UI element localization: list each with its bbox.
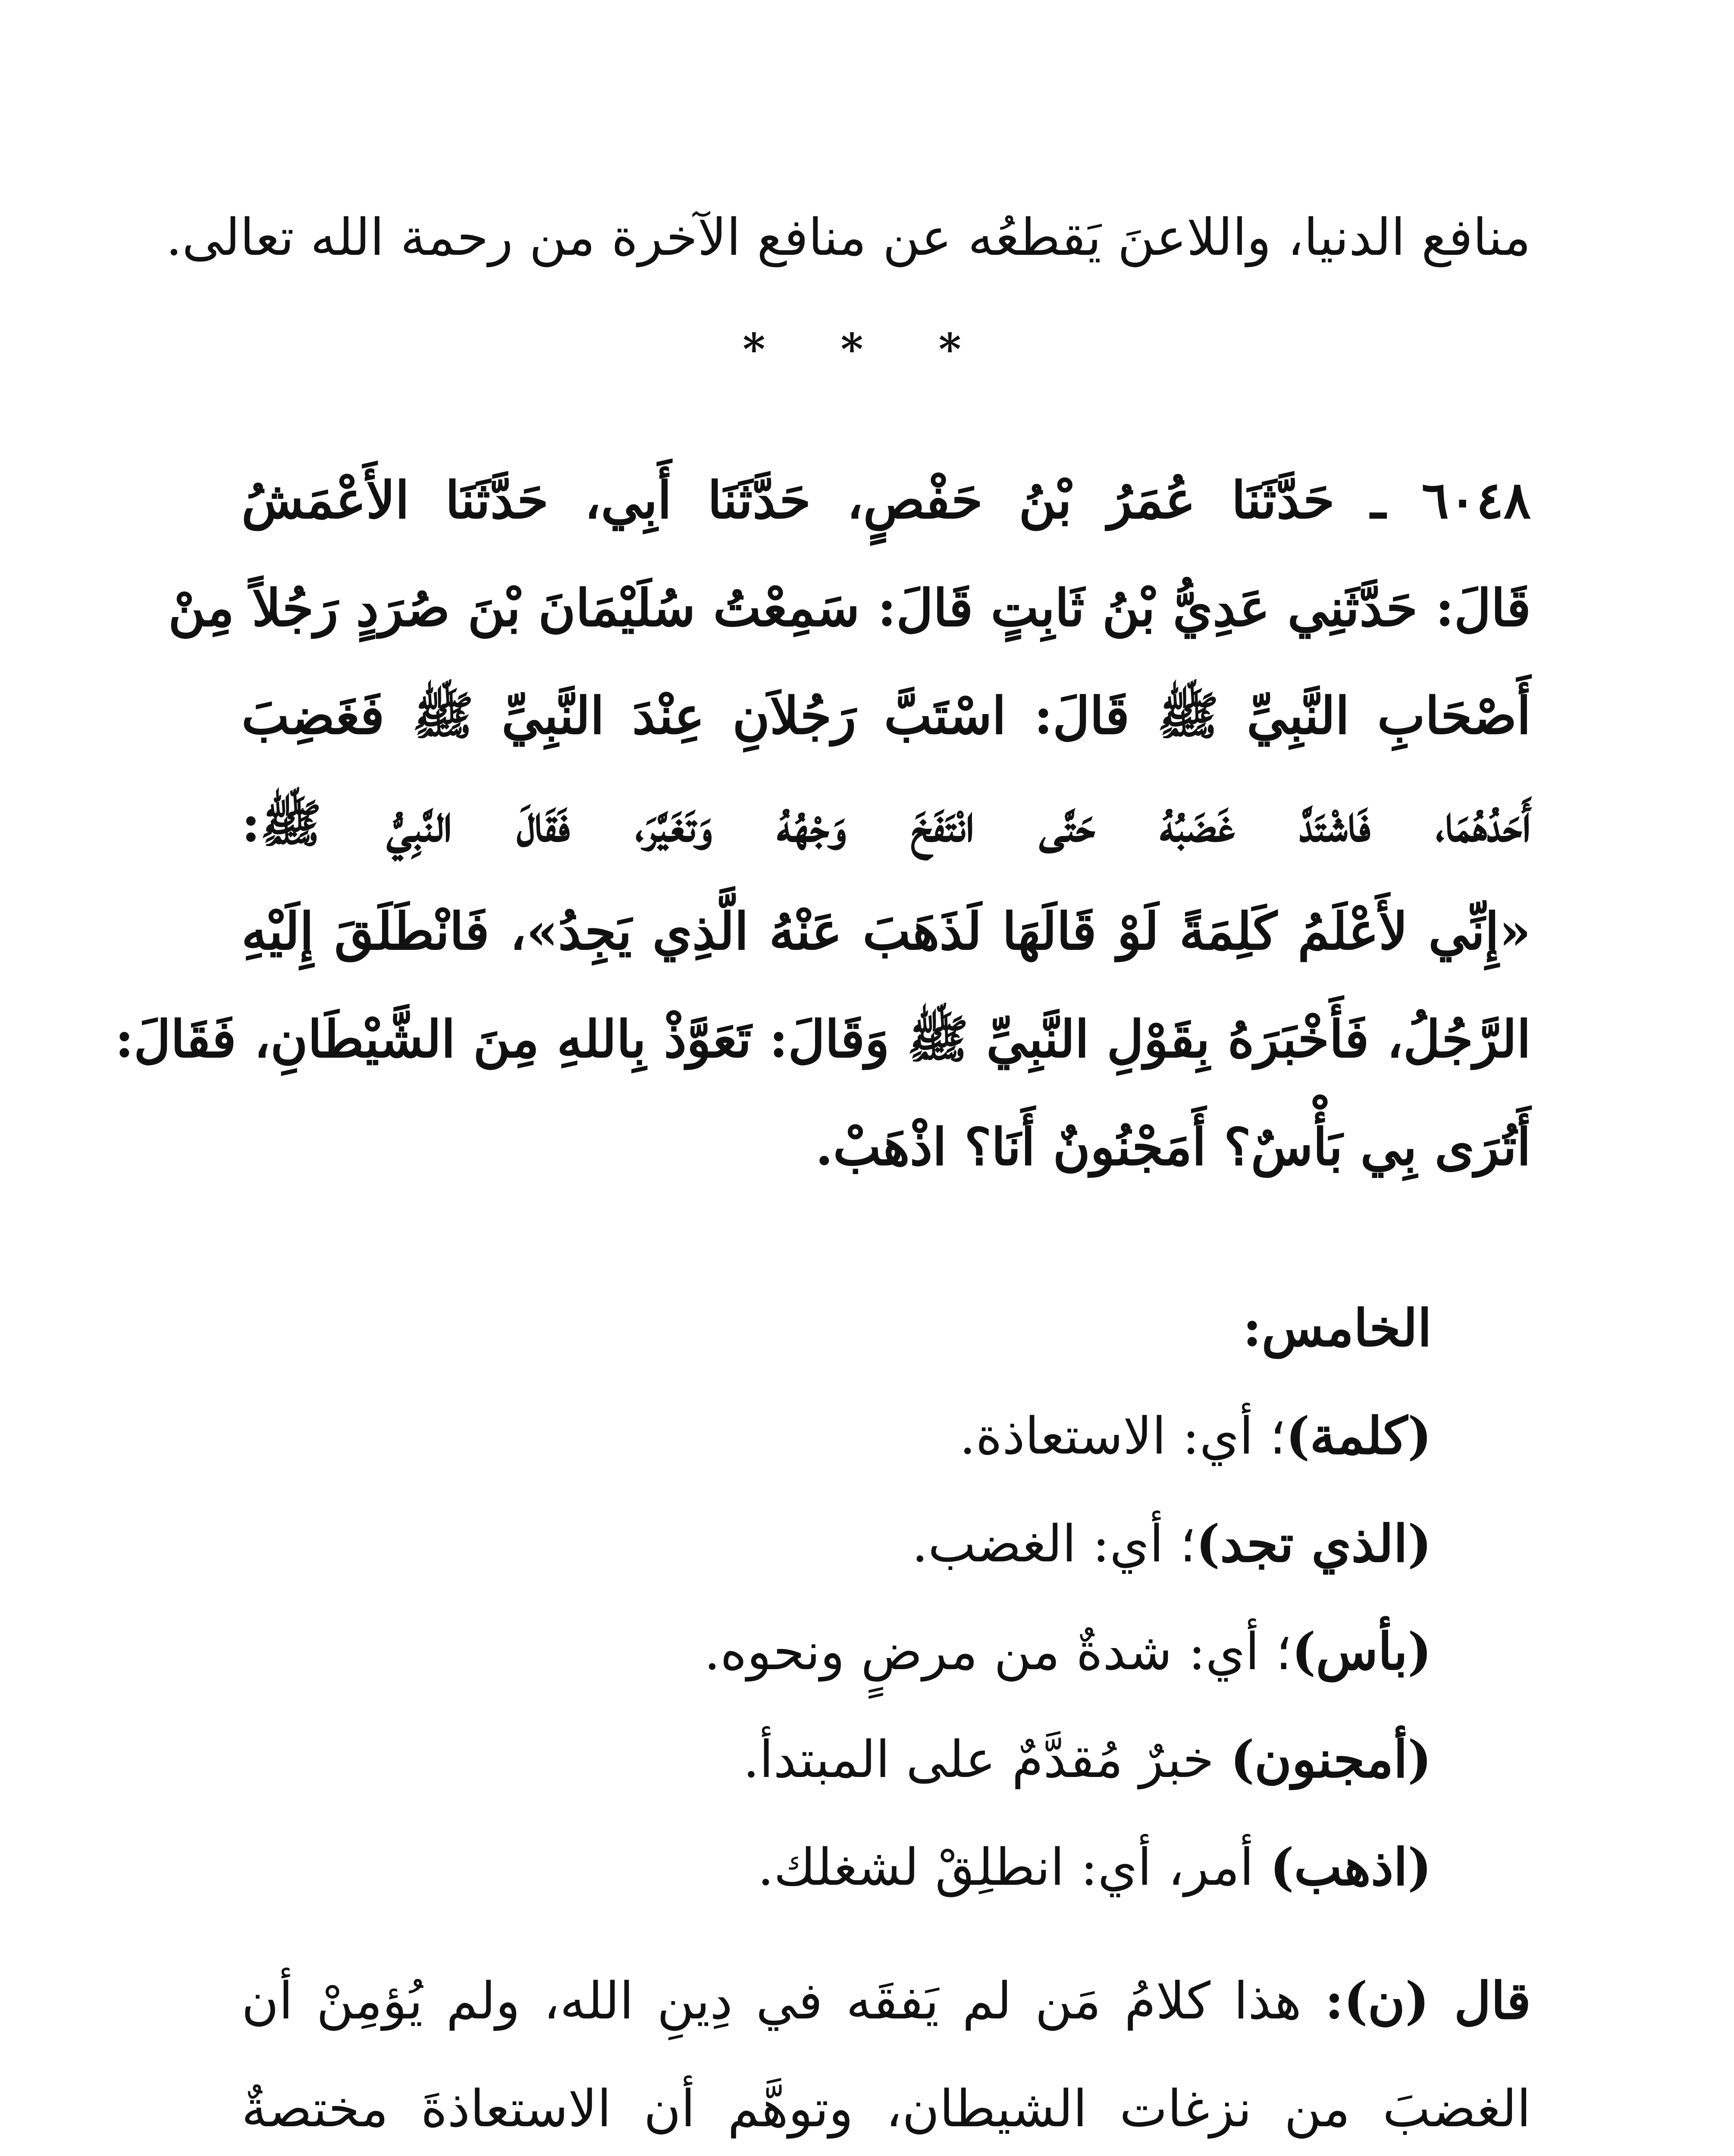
section-divider: * * * — [743, 324, 991, 375]
note-term: (بأس) — [1292, 1621, 1432, 1681]
note-term: (أمجنون) — [1230, 1729, 1432, 1789]
note-text: ؛ أي: الغضب. — [912, 1514, 1196, 1573]
note-row — [241, 1509, 1432, 1578]
note-row — [241, 1725, 1432, 1794]
hadith-line-4: أَحَدُهُمَا، فَاشْتَدَّ غَضَبُهُ حَتَّى انْتَفَخَ وَجْهُهُ وَتَغَيَّرَ، فَقَالَ النَّبِيُّ ﷺ: — [241, 793, 1531, 853]
hadith-line-1: ٦٠٤٨ ـ حَدَّثَنَا عُمَرُ بْنُ حَفْصٍ، حَدَّثَنَا أَبِي، حَدَّثَنَا الأَعْمَشُ — [241, 470, 1531, 530]
hadith-line-5: «إِنِّي لأَعْلَمُ كَلِمَةً لَوْ قَالَهَا لَذَهَبَ عَنْهُ الَّذِي يَجِدُ»، فَانْطَلَقَ إِلَيْهِ — [241, 901, 1531, 961]
note-text: أمر، أي: انطلِقْ لشغلك. — [757, 1837, 1270, 1897]
closing-label: قال (ن): — [1325, 1971, 1531, 2031]
note-text: ؛ أي: شدةٌ من مرضٍ ونحوه. — [704, 1622, 1292, 1681]
note-term: (كلمة) — [1286, 1406, 1432, 1466]
closing-line-2: الغضبَ من نزغات الشيطان، وتوهَّم أن الاستعاذةَ مختصةٌ — [241, 2079, 1531, 2138]
commentary-heading — [241, 1294, 1432, 1363]
hadith-line-3: أَصْحَابِ النَّبِيِّ ﷺ قَالَ: اسْتَبَّ رَجُلاَنِ عِنْدَ النَّبِيِّ ﷺ فَغَضِبَ — [241, 686, 1531, 746]
note-row — [241, 1617, 1432, 1686]
note-row — [241, 1833, 1432, 1902]
hadith-line-7: أَتُرَى بِي بَأْسٌ؟ أَمَجْنُونٌ أَنَا؟ اذْهَبْ. — [815, 1117, 1531, 1177]
commentary-heading-text: الخامس: — [1242, 1298, 1432, 1358]
intro-line-1: منافع الدنيا، واللاعنَ يَقطعُه عن منافع الآخرة من رحمة الله تعالى. — [166, 207, 1531, 267]
closing-line-1 — [241, 1966, 1531, 2035]
note-text: ؛ أي: الاستعاذة. — [959, 1406, 1286, 1466]
note-term: (اذهب) — [1270, 1837, 1432, 1897]
closing-text: هذا كلامُ مَن لم يَفقَه في دِينِ الله، ولم يُؤمِنْ أن — [241, 1971, 1325, 2031]
hadith-line-2: قَالَ: حَدَّثَنِي عَدِيُّ بْنُ ثَابِتٍ قَالَ: سَمِعْتُ سُلَيْمَانَ بْنَ صُرَدٍ رَجُلاً مِنْ — [168, 578, 1531, 638]
note-term: (الذي تجد) — [1196, 1514, 1432, 1573]
note-text: خبرٌ مُقدَّمٌ على المبتدأ. — [743, 1730, 1230, 1789]
note-row — [241, 1401, 1432, 1470]
hadith-line-6: الرَّجُلُ، فَأَخْبَرَهُ بِقَوْلِ النَّبِيِّ ﷺ وَقَالَ: تَعَوَّذْ بِاللهِ مِنَ الشَّيْطَانِ، فَقَالَ: — [115, 1009, 1531, 1069]
